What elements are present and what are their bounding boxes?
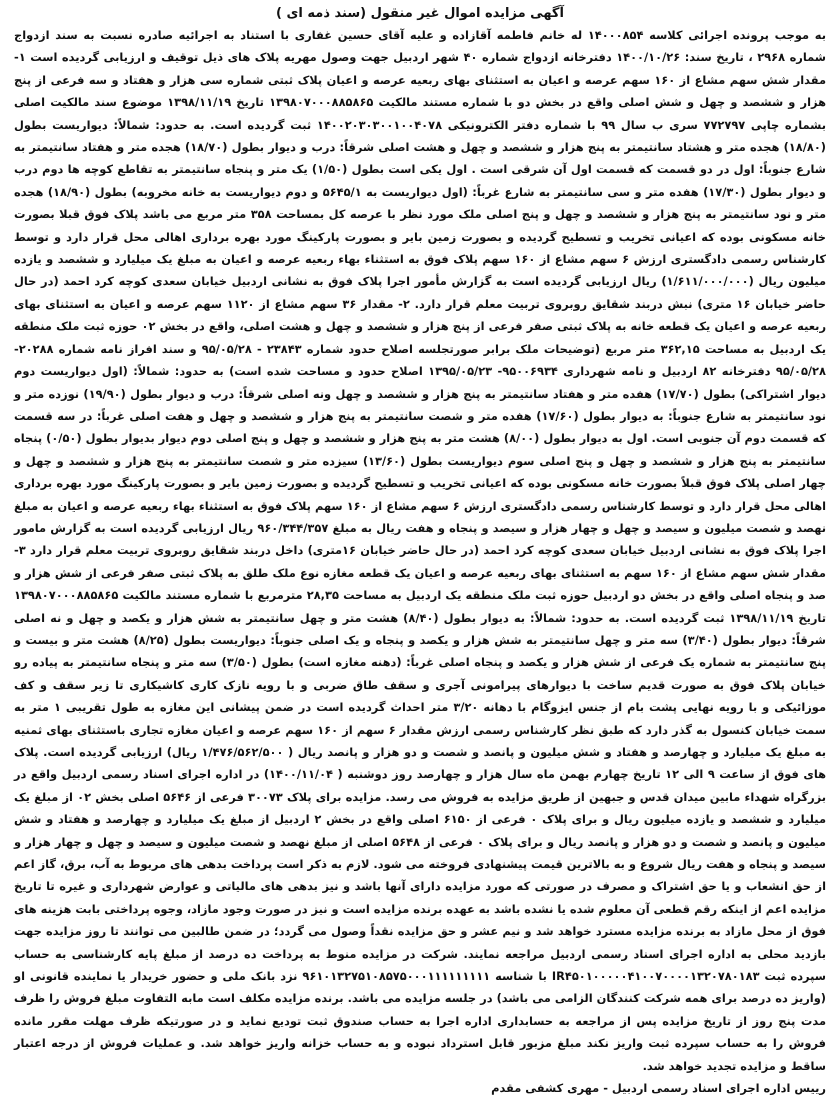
notice-body: به موجب پرونده اجرائی کلاسه ۱۴۰۰۰۸۵۴ له خانم فاطمه آقازاده و علیه آقای حسین غفاری با استناد به اجرائیه صادره نسبت به سند ازدواج شماره ۲۹۶۸ ، تاریخ سند: ۱۴۰۰/۱۰/۲۶ دفترخانه ازدواج شماره ۴۰ شهر اردبیل جهت وصول مهریه پلاک های ذیل توقیف و ارزیابی گردیده است ۱- مقدار شش سهم مشاع از ۱۶۰ سهم عرصه و اعیان به استثنای بهای ربعیه عرصه و اعیان پلاک ثبتی شماره سی هزار و هفتاد و سه فرعی از پنج هزار و ششصد و چهل و شش اصلی واقع در بخش دو با شماره مستند مالکیت ۱۳۹۸۰۷۰۰۰۸۸۵۸۶۵ تاریخ ۱۳۹۸/۱۱/۱۹ موضوع سند مالکیت اصلی بشماره چاپی ۷۷۲۷۹۷ سری ب سال ۹۹ با شماره دفتر الکترونیکی ۱۴۰۰۲۰۳۰۳۰۰۱۰۰۴۰۷۸ ثبت گردیده است. به حدود: شمالاً: دیواریست بطول (۱۸/۸۰) هجده متر و هشتاد سانتیمتر به پنج هزار و ششصد و چهل و هشت اصلی شرقاً: درب و دیوار بطول (۱۸/۷۰) هجده متر و هفتاد سانتیمتر به شارع جنوباً: اول در دو قسمت که قسمت اول آن شرقی است . اول یکی است بطول (۱/۵۰) یک متر و پنجاه سانتیمتر به تقاطع کوچه ها دوم درب و دیوار بطول (۱۷/۳۰) هفده متر و سی سانتیمتر به شارع غرباً: (اول دیواریست به ۵۶۴۵/۱ و دوم دیواریست به خانه مخروبه) بطول (۱۸/۹۰) هجده متر و نود سانتیمتر به پنج هزار و ششصد و چهل و پنج اصلی ملک مورد نظر با عرصه کل بمساحت ۳۵۸ متر مربع می باشد پلاک فوق قبلا بصورت خانه مسکونی بوده که اعیانی تخریب و تسطیح گردیده و بصورت زمین بایر و بصورت پارکینگ مورد بهره برداری اهالی محل قرار دارد و توسط کارشناس رسمی دادگستری ارزش ۶ سهم مشاع از ۱۶۰ سهم پلاک فوق به استثناء بهاء ربعیه عرصه و اعیان به مبلغ یک میلیارد و ششصد و یازده میلیون ریال (۱/۶۱۱/۰۰۰/۰۰۰) ریال ارزیابی گردیده است به گزارش مأمور اجرا پلاک فوق به نشانی اردبیل خیابان سعدی کوچه کرد احمد (در حال حاضر خیابان ۱۶ متری) نبش دربند شقایق روبروی تربیت معلم قرار دارد. ۲- مقدار ۳۶ سهم مشاع از ۱۱۲۰ سهم عرصه و اعیان به استثنای بهای ربعیه عرصه و اعیان یک قطعه خانه به پلاک ثبتی صفر فرعی از پنج هزار و ششصد و چهل و هشت اصلی، واقع در بخش ۰۲ حوزه ثبت ملک منطقه یک اردبیل به مساحت ۳۶۲,۱۵ متر مربع (توضیحات ملک برابر صورتجلسه اصلاح حدود شماره ۲۳۸۴۳ - ۹۵/۰۵/۲۸ و سند افراز نامه شماره ۲۰۲۸۸- ۹۵/۰۵/۲۸ دفترخانه ۸۲ اردبیل و نامه شهرداری ۹۵۰۰۶۹۳۴- ۱۳۹۵/۰۵/۲۳ اصلاح حدود و مساحت شده است) به حدود: شمالاً: (اول دیواریست دوم دیوار اشتراکی) بطول (۱۷/۷۰) هفده متر و هفتاد سانتیمتر به پنج هزار و ششصد و چهل ونه اصلی شرقاً: درب و دیوار بطول (۱۹/۹۰) نوزده متر و نود سانتیمتر به شارع جنوباً: به دیوار بطول (۱۷/۶۰) هفده متر و شصت سانتیمتر به پنج هزار و ششصد و چهل و هفت اصلی غرباً: در سه قسمت که قسمت دوم آن جنوبی است. اول به دیوار بطول (۸/۰۰) هشت متر به پنج هزار و ششصد و چهل و پنج اصلی دوم دیوار بدیوار بطول (۰/۵۰) پنجاه سانتیمتر به پنج هزار و ششصد و چهل و پنج اصلی سوم دیواریست بطول (۱۳/۶۰) سیزده متر و شصت سانتیمتر به پنج هزار و ششصد و چهل و چهار اصلی پلاک فوق قبلاً بصورت خانه مسکونی بوده که اعیانی تخریب و تسطیح گردیده و بصورت زمین بایر و بصورت پارکینگ مورد بهره برداری اهالی محل قرار دارد و توسط کارشناس رسمی دادگستری ارزش ۶ سهم مشاع از ۱۶۰ سهم پلاک فوق به استثناء بهاء ربعیه عرصه و اعیان به مبلغ نهصد و شصت میلیون و سیصد و چهل و چهار هزار و سیصد و پنجاه و هفت ریال به مبلغ ۹۶۰/۳۴۴/۳۵۷ ریال ارزیابی گردیده است به گزارش مامور اجرا پلاک فوق به نشانی اردبیل خیابان سعدی کوچه کرد احمد (در حال حاضر خیابان ۱۶متری) داخل دربند شقایق روبروی تربیت معلم قرار دارد ۳- مقدار شش سهم مشاع از ۱۶۰ سهم به استثنای بهای ربعیه عرصه و اعیان یک قطعه مغازه نوع ملک طلق به پلاک ثبتی صفر فرعی از شش هزار و صد و پنجاه اصلی واقع در بخش دو اردبیل حوزه ثبت ملک منطقه یک اردبیل به مساحت ۲۸,۳۵ مترمربع با شماره مستند مالکیت ۱۳۹۸۰۷۰۰۰۸۸۵۸۶۵ تاریخ ۱۳۹۸/۱۱/۱۹ ثبت گردیده است. به حدود: شمالاً: به دیوار بطول (۸/۴۰) هشت متر و چهل سانتیمتر به شش هزار و یکصد و چهل و نه اصلی شرقاً: دیوار بطول (۳/۴۰) سه متر و چهل سانتیمتر به شش هزار و یکصد و پنجاه و یک اصلی جنوباً: دیواریست بطول (۸/۲۵) هشت متر و بیست و پنج سانتیمتر به شماره یک فرعی از شش هزار و یکصد و پنجاه اصلی غرباً: (دهنه مغازه است) بطول (۳/۵۰) سه متر و پنجاه سانتیمتر به پیاده رو خیابان پلاک فوق به صورت قدیم ساخت با دیوارهای پیرامونی آجری و سقف طاق ضربی و با رویه نازک کاری کاشیکاری تا زیر سقف و کف موزائیکی و با رویه نهایی پشت بام از جنس ایزوگام با دهانه ۳/۲۰ متر احداث گردیده است در ضمن پیشانی این مغازه به طول تقریبی ۱ متر به سمت خیابان کنسول به گذر دارد که طبق نظر کارشناس رسمی ارزش مقدار ۶ سهم از ۱۶۰ سهم عرصه و اعیان مغازه تجاری باستثنای بهای ثمنیه به مبلغ یک میلیارد و چهارصد و هفتاد و شش میلیون و پانصد و شصت و دو هزار و پانصد ریال ( ۱/۴۷۶/۵۶۲/۵۰۰ ریال) ارزیابی گردیده است. پلاک های فوق از ساعت ۹ الی ۱۲ تاریخ چهارم بهمن ماه سال هزار و چهارصد روز دوشنبه ( ۱۴۰۰/۱۱/۰۴) در اداره اجرای اسناد رسمی اردبیل واقع در بزرگراه شهداء مابین میدان قدس و جبهین از طریق مزایده به فروش می رسد. مزایده برای پلاک ۳۰۰۷۳ فرعی از ۵۶۴۶ اصلی بخش ۰۲ از مبلغ یک میلیارد و ششصد و یازده میلیون ریال و برای پلاک ۰ فرعی از ۶۱۵۰ اصلی واقع در بخش ۲ اردبیل از مبلغ یک میلیارد و چهارصد و هفتاد و شش میلیون و پانصد و شصت و دو هزار و پانصد ریال و برای پلاک ۰ فرعی از ۵۶۴۸ اصلی از مبلغ نهصد و شصت میلیون و سیصد و چهل و چهار هزار و سیصد و پنجاه و هفت ریال شروع و به بالاترین قیمت پیشنهادی فروخته می شود. لازم به ذکر است پرداخت بدهی های مربوط به آب، برق، گاز اعم از حق انشعاب و یا حق اشتراک و مصرف در صورتی که مورد مزایده دارای آنها باشد و نیز بدهی های مالیاتی و عوارض شهرداری و غیره تا تاریخ مزایده اعم از اینکه رقم قطعی آن معلوم شده یا نشده باشد به عهده برنده مزایده است و نیز در صورت وجود مازاد، وجوه پرداختی بابت هزینه های فوق از محل مازاد به برنده مزایده مسترد خواهد شد و نیم عشر و حق مزایده نقداً وصول می گردد؛ در ضمن طالبین می توانند تا روز مزایده جهت بازدید محلی به اداره اجرای اسناد رسمی اردبیل مراجعه نمایند. شرکت در مزایده منوط به پرداخت ده درصد از مبلغ پایه کارشناسی به حساب سپرده ثبت IR۴۵۰۱۰۰۰۰۰۴۱۰۰۷۰۰۰۰۱۳۲۰۷۸۰۱۸۳ با شناسه ۹۶۱۰۱۳۲۷۵۱۰۸۵۷۵۰۰۰۱۱۱۱۱۱۱۱۱ نزد بانک ملی و حضور خریدار یا نماینده قانونی او (واریز ده درصد برای همه شرکت کنندگان الزامی می باشد) در جلسه مزایده می باشد. برنده مزایده مکلف است مابه التفاوت مبلغ فروش را ظرف مدت پنج روز از تاریخ مزایده پس از مراجعه به حسابداری اداره اجرا به حساب صندوق ثبت تودیع نماید و در صورتیکه ظرف مهلت مقرر مانده فروش را به حساب سپرده ثبت واریز نکند مبلغ مزبور قابل استرداد نبوده و به حساب خزانه واریز خواهد شد. و عملیات فروش از درجه اعتبار ساقط و مزایده تجدید خواهد شد. — [14, 28, 827, 1073]
notice-title: آگهی مزایده اموال غیر منقول (سند ذمه ای ) — [276, 6, 564, 21]
notice-signature: رییس اداره اجرای اسناد رسمی اردبیل - مهری کشفی مقدم — [491, 1081, 826, 1096]
